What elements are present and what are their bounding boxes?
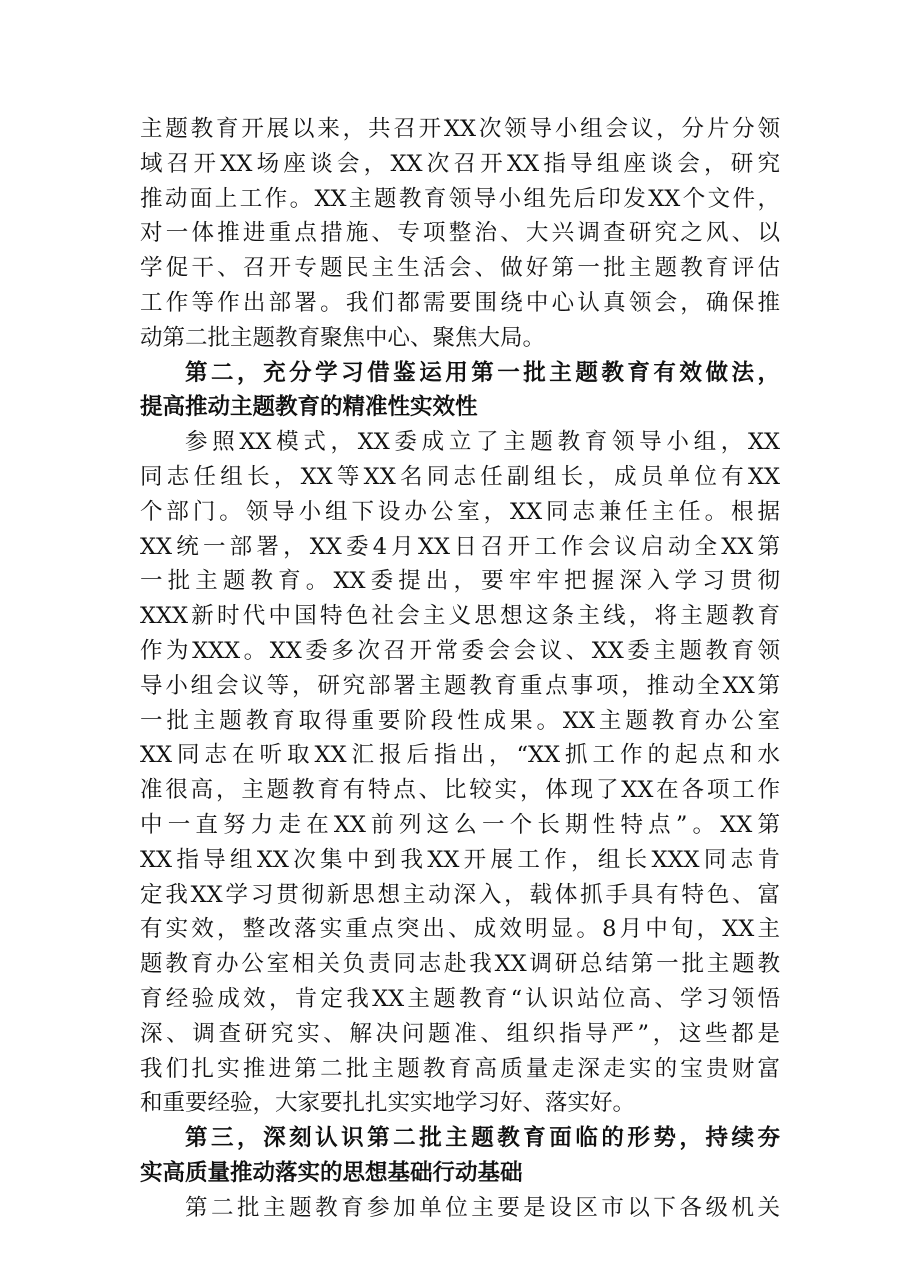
text-line: 题教育办公室相关负责同志赴我XX调研总结第一批主题教 — [140, 951, 780, 978]
text-line: XX指导组XX次集中到我XX开展工作，组长XXX同志肯 — [140, 846, 780, 873]
text-line: XXX新时代中国特色社会主义思想这条主线，将主题教育 — [140, 603, 780, 630]
text-line: 一批主题教育取得重要阶段性成果。XX主题教育办公室 — [140, 707, 780, 734]
text-line: 推动面上工作。XX主题教育领导小组先后印发XX个文件， — [140, 185, 780, 212]
text-line: 同志任组长，XX等XX名同志任副组长，成员单位有XX — [140, 463, 780, 490]
text-line: 我们扎实推进第二批主题教育高质量走深走实的宝贵财富 — [140, 1055, 780, 1082]
heading-line: 第三，深刻认识第二批主题教育面临的形势，持续夯 — [185, 1125, 780, 1152]
heading-line: 第二，充分学习借鉴运用第一批主题教育有效做法， — [185, 359, 780, 386]
text-line: XX统一部署，XX委4月XX日召开工作会议启动全XX第 — [140, 533, 780, 560]
text-line: 和重要经验，大家要扎扎实实地学习好、落实好。 — [140, 1090, 636, 1117]
text-line: 动第二批主题教育聚焦中心、聚焦大局。 — [140, 324, 546, 351]
text-line: 第二批主题教育参加单位主要是设区市以下各级机关 — [185, 1194, 780, 1221]
text-line: 深、调查研究实、解决问题准、组织指导严”，这些都是 — [140, 1020, 780, 1047]
paragraph-2 — [140, 425, 780, 1121]
text-line: XX同志在听取XX汇报后指出，“XX抓工作的起点和水 — [140, 742, 780, 769]
heading-line: 提高推动主题教育的精准性实效性 — [140, 394, 478, 421]
paragraph-1 — [140, 112, 780, 356]
text-line: 育经验成效，肯定我XX主题教育“认识站位高、学习领悟 — [140, 985, 780, 1012]
text-line: 对一体推进重点措施、专项整治、大兴调查研究之风、以 — [140, 220, 780, 247]
text-line: 学促干、召开专题民主生活会、做好第一批主题教育评估 — [140, 255, 780, 282]
section-heading-2 — [140, 356, 780, 426]
text-line: 参照XX模式，XX委成立了主题教育领导小组，XX — [185, 429, 780, 456]
text-line: 定我XX学习贯彻新思想主动深入，载体抓手具有特色、富 — [140, 881, 780, 908]
text-line: 一批主题教育。XX委提出，要牢牢把握深入学习贯彻 — [140, 568, 780, 595]
text-line: 有实效，整改落实重点突出、成效明显。8月中旬，XX主 — [140, 916, 780, 943]
section-heading-3 — [140, 1121, 780, 1191]
text-line: 导小组会议等，研究部署主题教育重点事项，推动全XX第 — [140, 672, 780, 699]
text-line: 主题教育开展以来，共召开XX次领导小组会议，分片分领 — [140, 116, 780, 142]
text-line: 个部门。领导小组下设办公室，XX同志兼任主任。根据 — [140, 498, 780, 525]
text-line: 工作等作出部署。我们都需要围绕中心认真领会，确保推 — [140, 289, 780, 316]
text-line: 作为XXX。XX委多次召开常委会会议、XX委主题教育领 — [140, 637, 780, 664]
text-line: 域召开XX场座谈会，XX次召开XX指导组座谈会，研究 — [140, 150, 780, 177]
paragraph-3 — [140, 1191, 780, 1226]
document-body — [140, 112, 780, 1226]
heading-line: 实高质量推动落实的思想基础行动基础 — [140, 1159, 523, 1186]
text-line: 中一直努力走在XX前列这么一个长期性特点”。XX第 — [140, 811, 780, 838]
text-line: 准很高，主题教育有特点、比较实，体现了XX在各项工作 — [140, 777, 780, 804]
